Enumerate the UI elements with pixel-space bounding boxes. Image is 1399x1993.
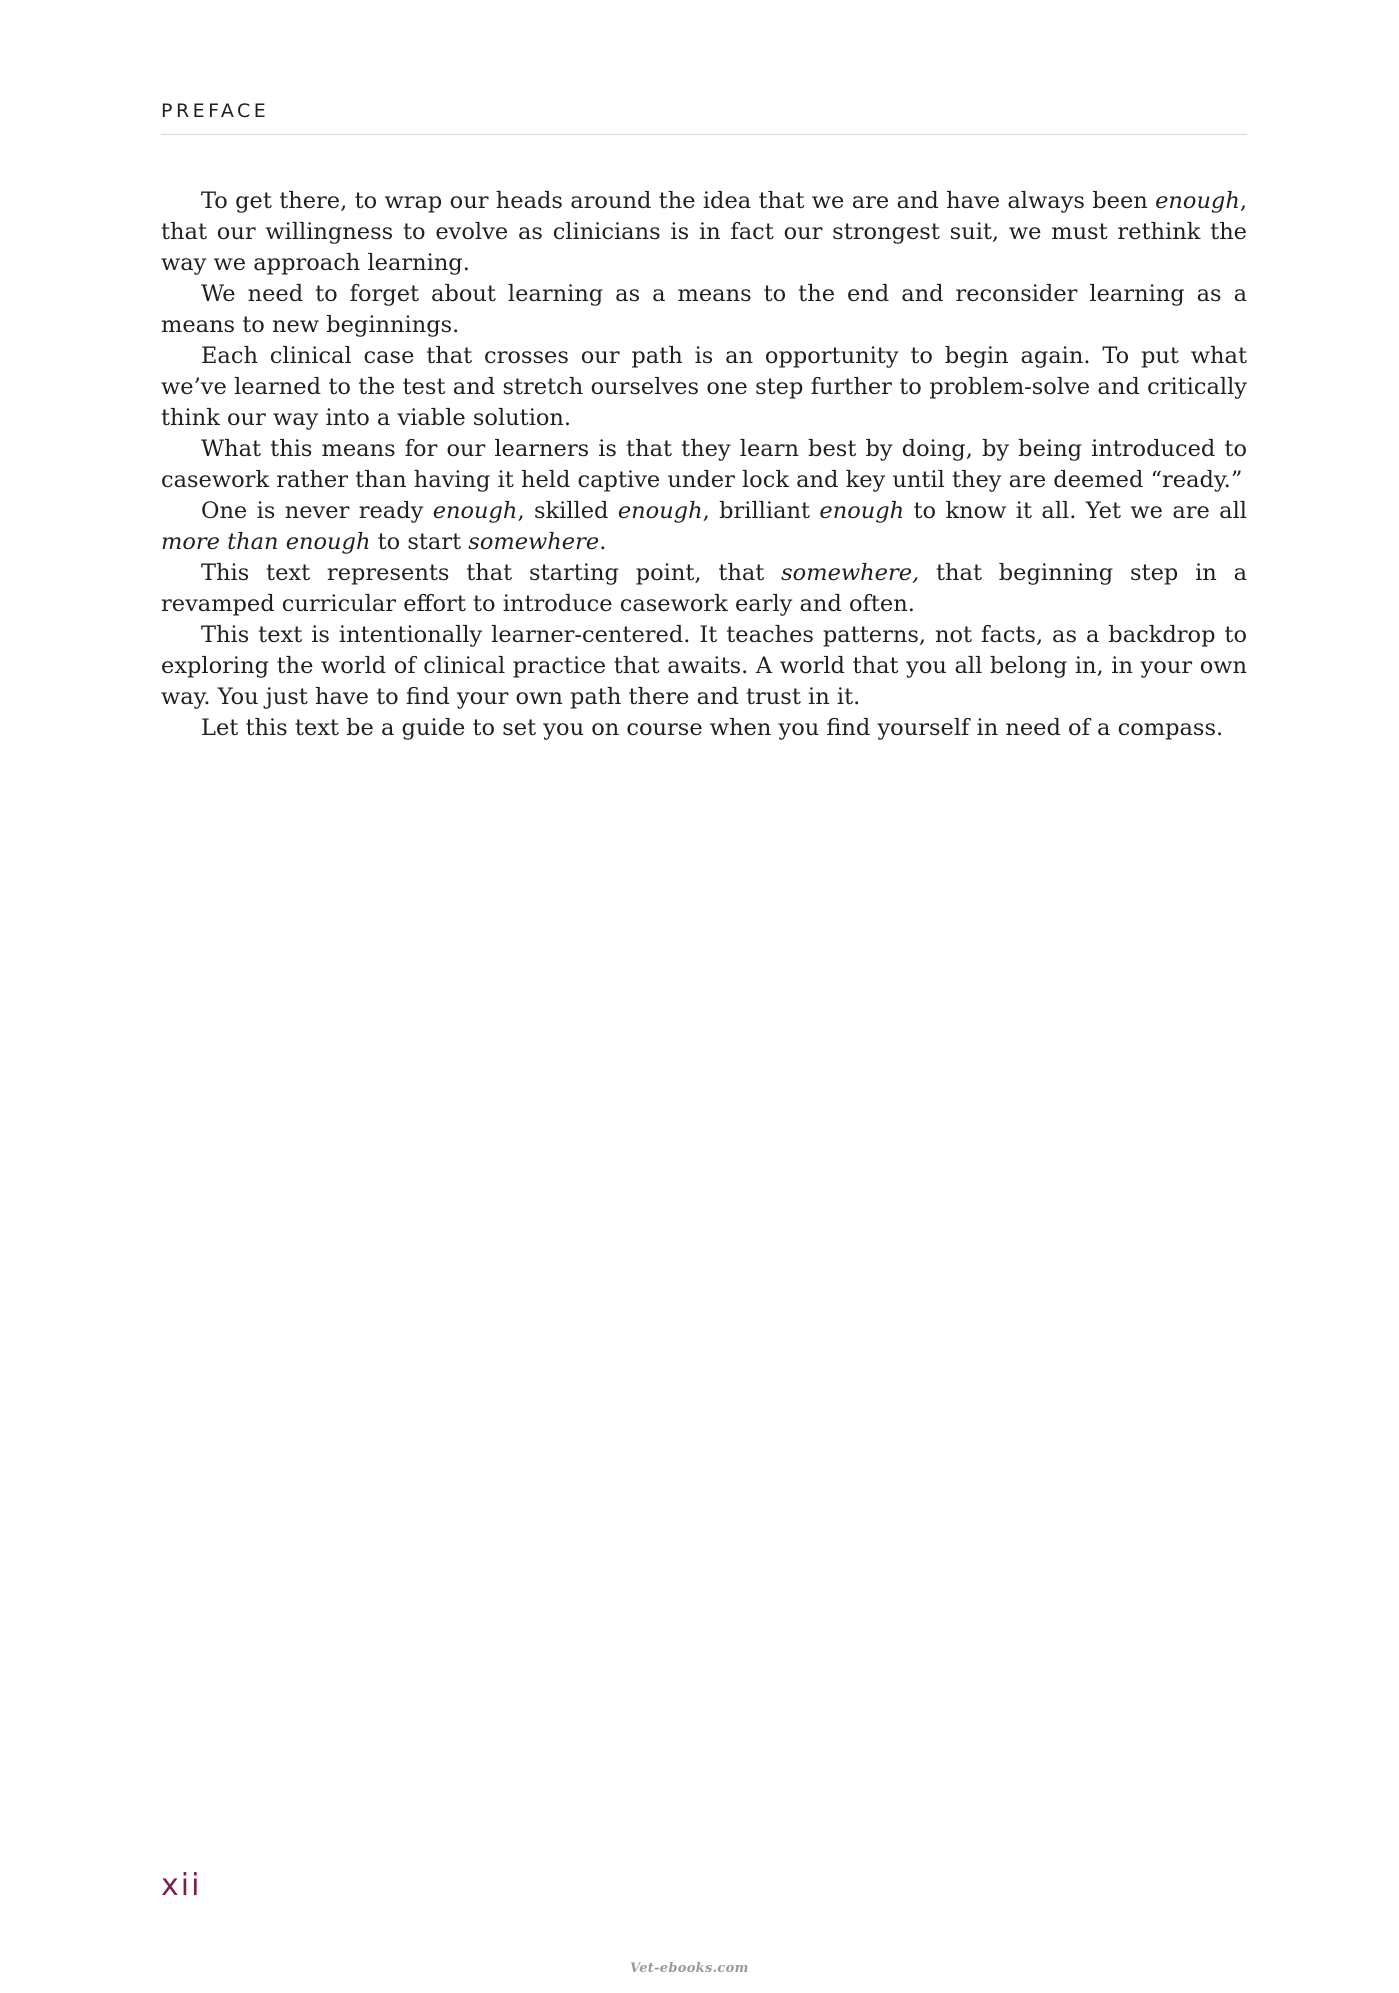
text-run: This text represents that starting point, that bbox=[201, 560, 782, 586]
body-text bbox=[161, 186, 1247, 744]
page-number: xii bbox=[161, 1868, 202, 1903]
text-run: One is never ready bbox=[201, 498, 433, 524]
italic-text: somewhere, bbox=[781, 560, 920, 586]
paragraph bbox=[161, 496, 1247, 558]
italic-text: more than enough bbox=[161, 529, 371, 555]
watermark: Vet-ebooks.com bbox=[630, 1961, 749, 1976]
italic-text: somewhere bbox=[468, 529, 600, 555]
paragraph bbox=[161, 620, 1247, 713]
paragraph bbox=[161, 558, 1247, 620]
text-run: to know it all. Yet we are all bbox=[904, 498, 1247, 524]
paragraph bbox=[161, 713, 1247, 744]
text-run: , skilled bbox=[517, 498, 618, 524]
text-run: that beginning step in a revamped curricular effort to introduce casework early and often. bbox=[161, 560, 1247, 617]
text-run: What this means for our learners is that they learn best by doing, by being introduced to casework rather than having it held captive under lock and key until they are deemed “ready.” bbox=[161, 436, 1247, 493]
italic-text: enough bbox=[1155, 188, 1240, 214]
text-run: This text is intentionally learner-centered. It teaches patterns, not facts, as a backdrop to exploring the world of clinical practice that awaits. A world that you all belong in, in your own way. You just have to find your own path there and trust in it. bbox=[161, 622, 1247, 710]
italic-text: enough bbox=[617, 498, 703, 524]
running-head: PREFACE bbox=[161, 100, 1247, 135]
text-run: Let this text be a guide to set you on course when you find yourself in need of a compass. bbox=[201, 715, 1224, 741]
text-run: , brilliant bbox=[702, 498, 820, 524]
paragraph bbox=[161, 279, 1247, 341]
paragraph bbox=[161, 434, 1247, 496]
text-run: We need to forget about learning as a means to the end and reconsider learning as a means to new beginnings. bbox=[161, 281, 1247, 338]
text-run: Each clinical case that crosses our path is an opportunity to begin again. To put what we’ve learned to the test and stretch ourselves one step further to problem-solve and critically think our way into a viable solution. bbox=[161, 343, 1247, 431]
text-run: to start bbox=[370, 529, 469, 555]
text-run: To get there, to wrap our heads around the idea that we are and have always been bbox=[201, 188, 1156, 214]
text-run: , that our willingness to evolve as clinicians is in fact our strongest suit, we must rethink the way we approach learning. bbox=[161, 188, 1247, 276]
paragraph bbox=[161, 341, 1247, 434]
italic-text: enough bbox=[819, 498, 905, 524]
text-run: . bbox=[599, 529, 607, 555]
italic-text: enough bbox=[432, 498, 518, 524]
paragraph bbox=[161, 186, 1247, 279]
